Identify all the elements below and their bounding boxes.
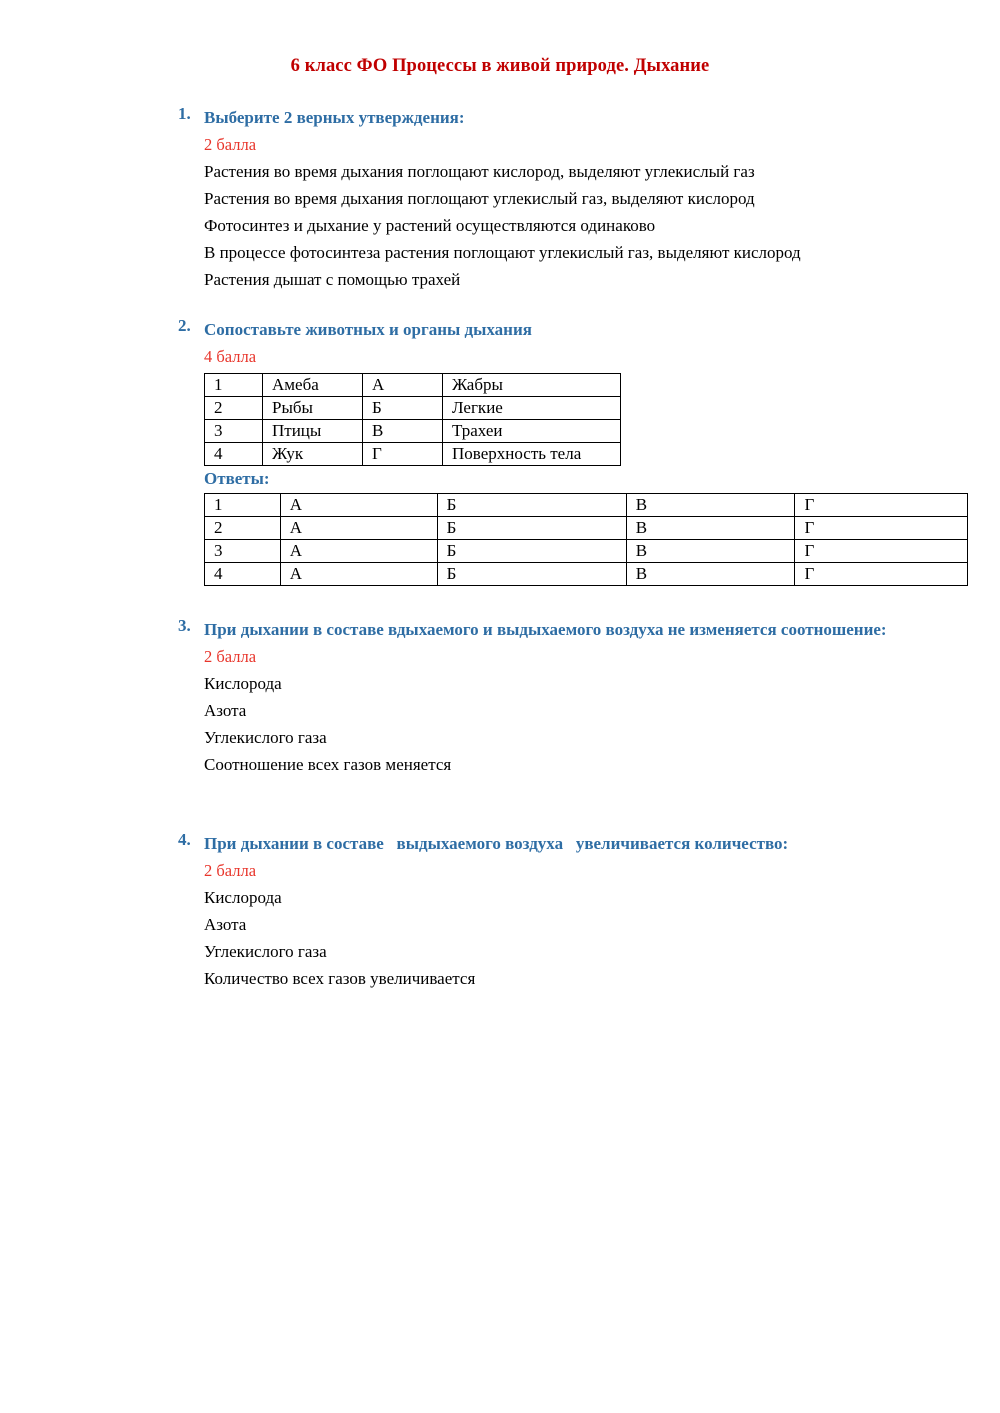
question-1-points: 2 балла [204,135,257,154]
answers-table [204,493,968,586]
answer-row-3-option-a[interactable]: А [280,540,437,563]
matching-table [204,373,621,466]
table-row [205,397,621,420]
answers-label: Ответы: [204,469,270,488]
match-row-1-letter: А [363,374,443,397]
question-4-option-4[interactable]: Количество всех газов увеличивается [204,969,476,988]
question-1-option-2[interactable]: Растения во время дыхания поглощают углекислый газ, выделяют кислород [204,189,755,208]
match-row-1-organ: Жабры [443,374,621,397]
question-3-body [204,616,968,778]
answer-row-4-option-b[interactable]: Б [437,563,626,586]
match-row-4-letter: Г [363,443,443,466]
answer-row-1-option-g[interactable]: Г [795,494,968,517]
question-3-option-2[interactable]: Азота [204,701,247,720]
question-4-heading: При дыхании в составе выдыхаемого воздуха увеличивается количество: [204,834,789,853]
answer-row-3-option-b[interactable]: Б [437,540,626,563]
question-1-heading: Выберите 2 верных утверждения: [204,108,465,127]
match-row-1-animal: Амеба [263,374,363,397]
question-3-option-3[interactable]: Углекислого газа [204,728,327,747]
question-4-option-3[interactable]: Углекислого газа [204,942,327,961]
answer-row-2-option-a[interactable]: А [280,517,437,540]
table-row [205,420,621,443]
answer-row-1-option-a[interactable]: А [280,494,437,517]
table-row [205,517,968,540]
match-row-2-animal: Рыбы [263,397,363,420]
page-title: 6 класс ФО Процессы в живой природе. Дыхание [290,56,710,76]
answer-row-3-number: 3 [205,540,281,563]
table-row [205,563,968,586]
match-row-4-number: 4 [205,443,263,466]
question-3-points: 2 балла [204,647,257,666]
question-2-heading: Сопоставьте животных и органы дыхания [204,320,532,339]
answer-row-2-option-b[interactable]: Б [437,517,626,540]
answer-row-1-number: 1 [205,494,281,517]
question-4-body [204,830,968,992]
match-row-3-number: 3 [205,420,263,443]
question-4-points: 2 балла [204,861,257,880]
match-row-2-organ: Легкие [443,397,621,420]
answer-row-3-option-g[interactable]: Г [795,540,968,563]
answer-row-1-option-v[interactable]: В [626,494,795,517]
match-row-2-letter: Б [363,397,443,420]
answer-row-4-option-g[interactable]: Г [795,563,968,586]
question-2-body [204,316,968,586]
answer-row-2-option-g[interactable]: Г [795,517,968,540]
table-row [205,374,621,397]
answer-row-2-option-v[interactable]: В [626,517,795,540]
match-row-3-letter: В [363,420,443,443]
match-row-4-animal: Жук [263,443,363,466]
answer-row-1-option-b[interactable]: Б [437,494,626,517]
question-2-number: 2. [178,316,191,335]
question-2 [178,316,968,586]
match-row-3-organ: Трахеи [443,420,621,443]
question-1-option-5[interactable]: Растения дышат с помощью трахей [204,270,461,289]
question-1-body [204,104,968,293]
question-1 [178,104,968,293]
match-row-2-number: 2 [205,397,263,420]
match-row-3-animal: Птицы [263,420,363,443]
answer-row-4-option-a[interactable]: А [280,563,437,586]
table-row [205,443,621,466]
match-row-1-number: 1 [205,374,263,397]
question-4 [178,830,968,992]
table-row [205,494,968,517]
question-1-option-3[interactable]: Фотосинтез и дыхание у растений осуществляются одинаково [204,216,656,235]
question-4-option-2[interactable]: Азота [204,915,247,934]
question-3-number: 3. [178,616,191,635]
question-3 [178,616,968,778]
match-row-4-organ: Поверхность тела [443,443,621,466]
question-3-heading: При дыхании в составе вдыхаемого и выдыхаемого воздуха не изменяется соотношение: [204,620,887,639]
question-3-option-1[interactable]: Кислорода [204,674,282,693]
question-4-number: 4. [178,830,191,849]
question-4-option-1[interactable]: Кислорода [204,888,282,907]
answer-row-4-option-v[interactable]: В [626,563,795,586]
question-1-option-1[interactable]: Растения во время дыхания поглощают кислород, выделяют углекислый газ [204,162,755,181]
question-3-option-4[interactable]: Соотношение всех газов меняется [204,755,452,774]
question-1-option-4[interactable]: В процессе фотосинтеза растения поглощают углекислый газ, выделяют кислород [204,243,801,262]
answer-row-2-number: 2 [205,517,281,540]
question-2-points: 4 балла [204,347,257,366]
answer-row-4-number: 4 [205,563,281,586]
answer-row-3-option-v[interactable]: В [626,540,795,563]
question-1-number: 1. [178,104,191,123]
table-row [205,540,968,563]
